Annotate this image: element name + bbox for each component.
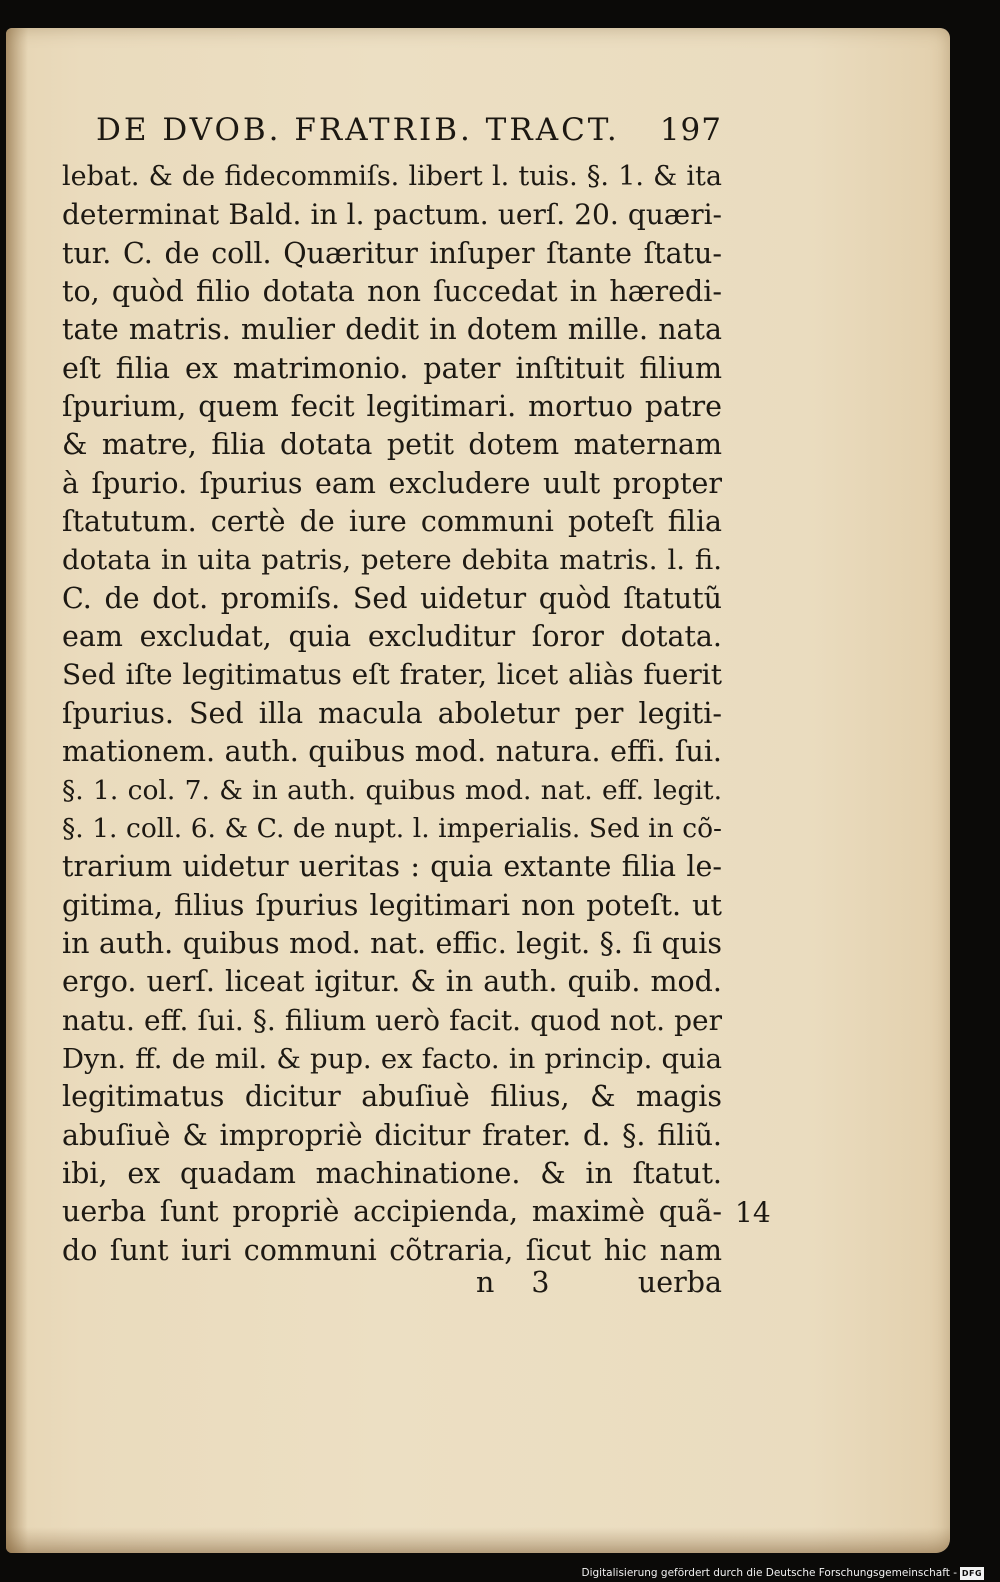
text-line: ſtatutum. certè de iure communi poteſt filia	[62, 505, 722, 539]
digitization-credit: Digitalisierung gefördert durch die Deutsche Forschungsgemeinschaft -	[581, 1567, 957, 1579]
text-line: Sed iſte legitimatus eſt frater, licet aliàs fuerit	[62, 658, 722, 692]
text-line: determinat Bald. in l. pactum. uerſ. 20. quæri-	[62, 198, 722, 232]
text-line: ſpurius. Sed illa macula aboletur per legiti-	[62, 696, 722, 730]
text-line: lebat. & de fidecommiſs. libert l. tuis. §. 1. & ita	[62, 161, 722, 192]
page-header	[96, 112, 722, 158]
text-line: à ſpurio. ſpurius eam excludere uult propter	[62, 466, 722, 500]
catchword: uerba	[637, 1266, 722, 1299]
text-line: do ſunt iuri communi cõtraria, ſicut hic nam	[62, 1233, 722, 1267]
text-line: tur. C. de coll. Quæritur inſuper ſtante ſtatu-	[62, 236, 722, 270]
text-line: abuſiuè & impropriè dicitur frater. d. §. filiũ.	[62, 1118, 722, 1152]
text-line: ergo. uerſ. liceat igitur. & in auth. quib. mod.	[62, 965, 722, 999]
signature-mark: n 3	[476, 1266, 564, 1299]
page-number: 197	[659, 112, 722, 148]
text-line: in auth. quibus mod. nat. effic. legit. §. ſi quis	[62, 926, 722, 960]
text-line: trarium uidetur ueritas : quia extante filia le-	[62, 850, 722, 884]
page-footer	[470, 1266, 730, 1306]
text-line: legitimatus dicitur abuſiuè filius, & magis	[62, 1080, 722, 1114]
text-line: mationem. auth. quibus mod. natura. effi. ſui.	[62, 735, 722, 769]
text-line: eſt filia ex matrimonio. pater inſtituit filium	[62, 351, 722, 385]
text-line: tate matris. mulier dedit in dotem mille. nata	[62, 313, 722, 347]
page-spine-shadow	[6, 28, 28, 1553]
running-title: DE DVOB. FRATRIB. TRACT.	[96, 112, 620, 148]
text-line: ſpurium, quem fecit legitimari. mortuo patre	[62, 390, 722, 424]
text-line: natu. eff. ſui. §. filium uerò facit. quod not. per	[62, 1003, 722, 1037]
text-line: gitima, filius ſpurius legitimari non poteſt. ut	[62, 888, 722, 922]
text-line: §. 1. coll. 6. & C. de nupt. l. imperialis. Sed in cõ-	[62, 812, 722, 844]
dfg-logo: DFG	[961, 1569, 983, 1578]
text-line: §. 1. col. 7. & in auth. quibus mod. nat. eff. legit.	[62, 774, 722, 806]
text-line: dotata in uita patris, petere debita matris. l. fi.	[62, 544, 722, 577]
text-line: ibi, ex quadam machinatione. & in ſtatut.	[62, 1156, 722, 1190]
text-line: uerba ſunt propriè accipienda, maximè quã-	[62, 1195, 722, 1229]
margin-note: 14	[735, 1196, 771, 1229]
text-line: C. de dot. promiſs. Sed uidetur quòd ſtatutũ	[62, 581, 722, 615]
body-text	[62, 158, 722, 1270]
text-line: & matre, filia dotata petit dotem maternam	[62, 428, 722, 462]
text-line: Dyn. ff. de mil. & pup. ex facto. in princip. quia	[62, 1042, 722, 1075]
text-line: eam excludat, quia excluditur ſoror dotata.	[62, 620, 722, 654]
text-line: to, quòd filio dotata non ſuccedat in hæredi-	[62, 275, 722, 309]
